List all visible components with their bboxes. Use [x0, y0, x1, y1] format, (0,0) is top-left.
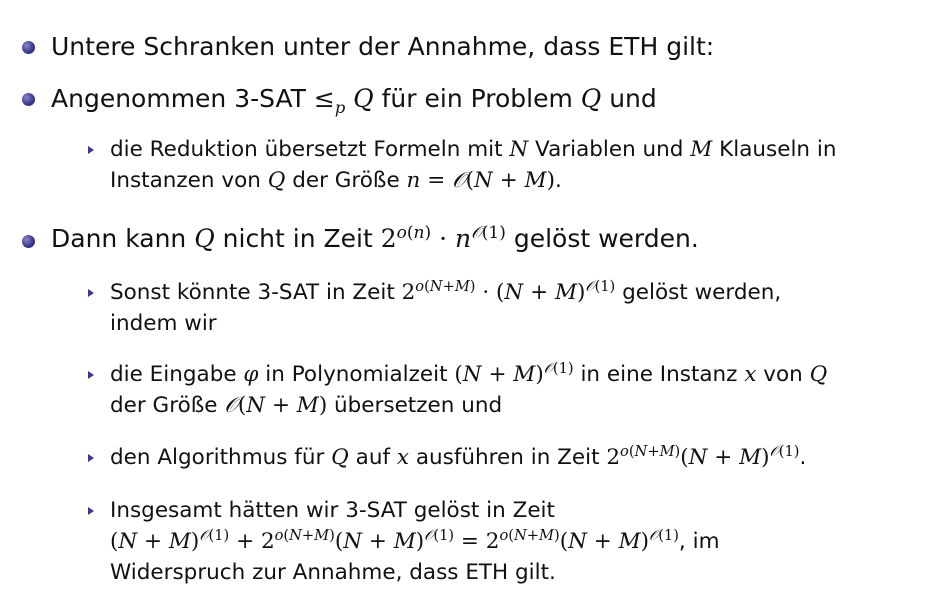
triangle-bullet-icon — [88, 371, 94, 379]
triangle-bullet-icon — [88, 289, 94, 297]
triangle-bullet-icon — [88, 507, 94, 515]
item-line: Instanzen von Q der Größe n = 𝒪(N + M). — [110, 168, 562, 193]
bullet-icon — [22, 235, 35, 248]
item-line: Insgesamt hätten wir 3-SAT gelöst in Zeit — [110, 498, 555, 523]
item-text — [110, 495, 910, 588]
bullet-icon — [22, 93, 35, 106]
item-line: die Eingabe φ in Polynomialzeit $(N + M)^{𝒪(1)}$ in eine Instanz x von Q — [110, 359, 828, 387]
item-line: den Algorithmus für Q auf x ausführen in Zeit $2^{o(N+M)}(N + M)^{𝒪(1)}$. — [110, 442, 807, 470]
item-line: Sonst könnte 3-SAT in Zeit $2^{o(N+M)} \cdot (N + M)^{𝒪(1)}$ gelöst werden, — [110, 277, 782, 305]
item-text — [110, 359, 910, 421]
item-line: Widerspruch zur Annahme, dass ETH gilt. — [110, 560, 556, 585]
item-text — [110, 442, 910, 473]
item-text — [51, 30, 714, 64]
item-line: der Größe 𝒪(N + M) übersetzen und — [110, 393, 503, 418]
item-line: Angenommen $3-SAT \le_p$ Q für ein Problem Q und — [51, 84, 657, 117]
item-line: indem wir — [110, 311, 217, 336]
bullet-icon — [22, 41, 35, 54]
item-text — [110, 134, 910, 196]
triangle-bullet-icon — [88, 146, 94, 154]
item-line: Dann kann Q nicht in Zeit $2^{o(n)} \cdot n^{𝒪(1)}$ gelöst werden. — [51, 222, 699, 253]
item-text — [51, 222, 699, 256]
item-line: $(N + M)^{𝒪(1)} + 2^{o(N+M)}(N + M)^{𝒪(1)} = 2^{o(N+M)}(N + M)^{𝒪(1)}$, im — [110, 526, 720, 554]
item-line: die Reduktion übersetzt Formeln mit N Variablen und M Klauseln in — [110, 137, 837, 162]
item-text — [51, 82, 657, 116]
item-text — [110, 277, 910, 339]
item-line: Untere Schranken unter der Annahme, dass ETH gilt: — [51, 32, 715, 61]
triangle-bullet-icon — [88, 454, 94, 462]
